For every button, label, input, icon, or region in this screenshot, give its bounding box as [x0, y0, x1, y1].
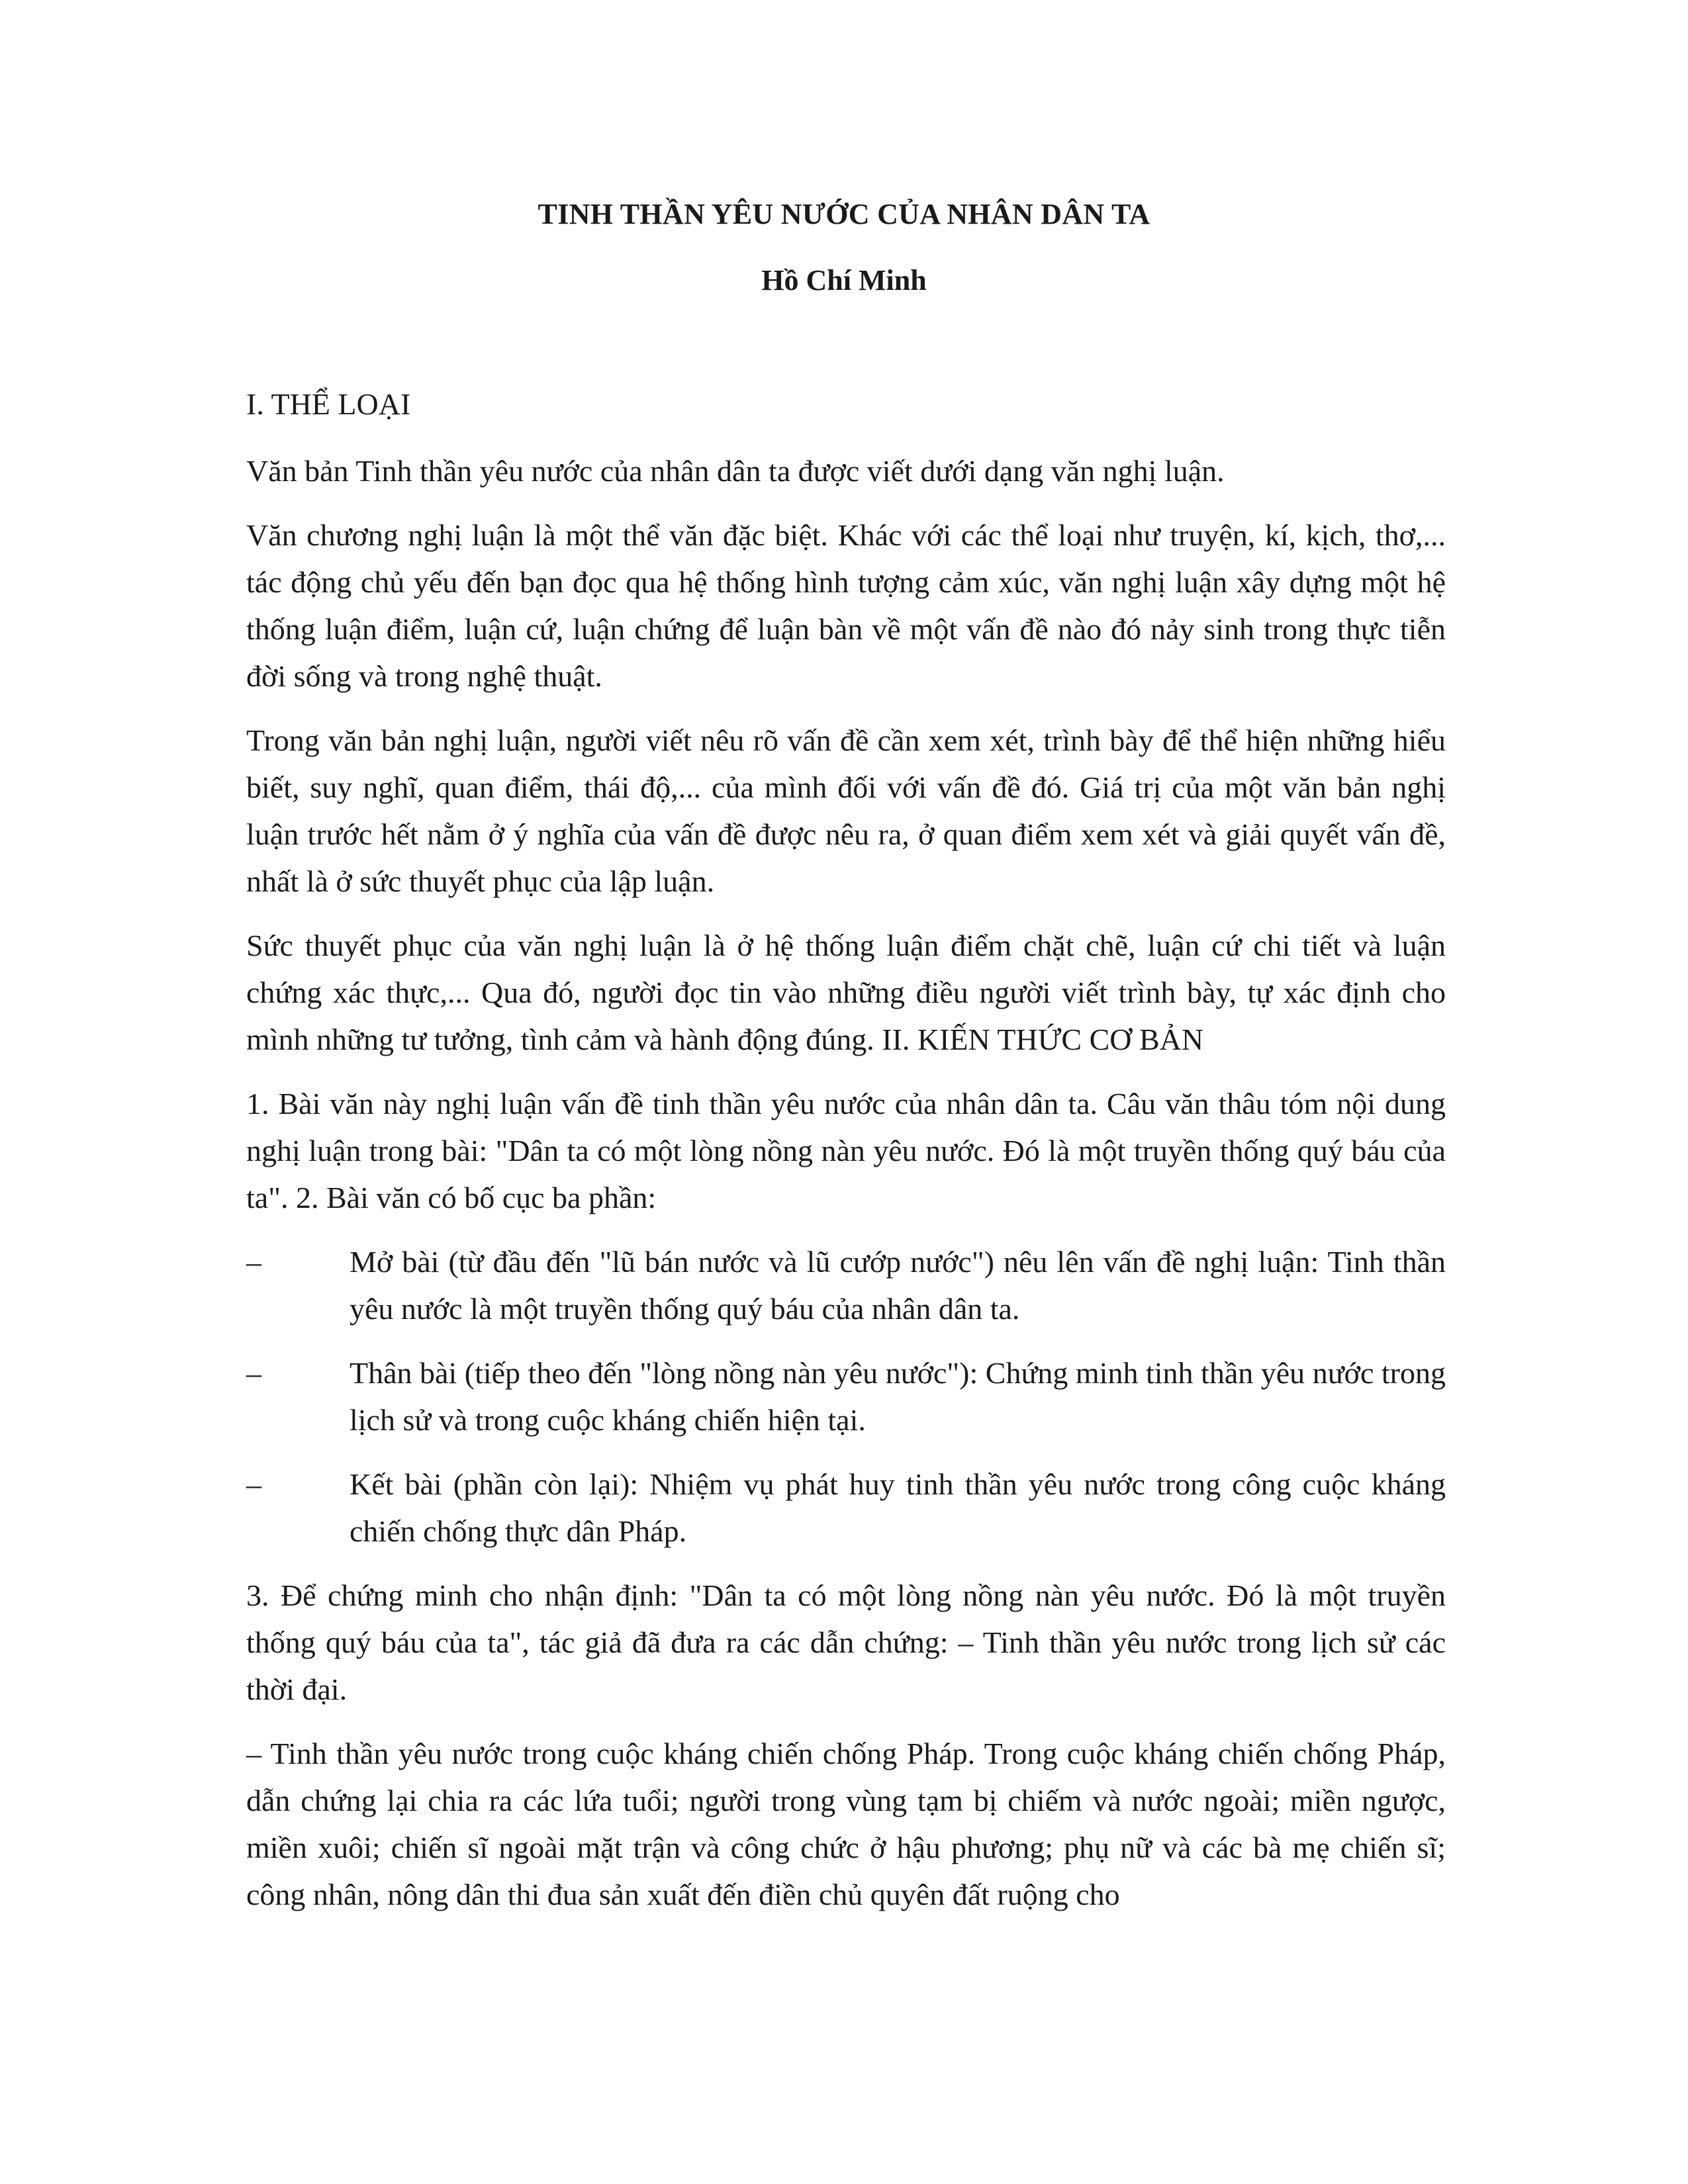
paragraph-4: Sức thuyết phục của văn nghị luận là ở hệ thống luận điểm chặt chẽ, luận cứ chi tiết và luận chứng xác thực,... Qua đó, người đọc tin vào những điều người viết trình bày, tự xác định cho mình những tư tưởng, tình cảm và hành động đúng. II. KIẾN THỨC CƠ BẢN	[246, 929, 1446, 1056]
list-item-text: Kết bài (phần còn lại): Nhiệm vụ phát huy tinh thần yêu nước trong công cuộc kháng chiến chống thực dân Pháp.	[350, 1467, 1446, 1548]
document-body	[246, 381, 1446, 1935]
paragraph-3: Trong văn bản nghị luận, người viết nêu rõ vấn đề cần xem xét, trình bày để thể hiện những hiểu biết, suy nghĩ, quan điểm, thái độ,... của mình đối với vấn đề đó. Giá trị của một văn bản nghị luận trước hết nằm ở ý nghĩa của vấn đề được nêu ra, ở quan điểm xem xét và giải quyết vấn đề, nhất là ở sức thuyết phục của lập luận.	[246, 723, 1446, 898]
section-heading-genre: I. THỂ LOẠI	[246, 387, 411, 421]
document-title: TINH THẦN YÊU NƯỚC CỦA NHÂN DÂN TA	[538, 198, 1150, 230]
dash-mark: –	[246, 1356, 261, 1390]
list-item-text: Mở bài (từ đầu đến "lũ bán nước và lũ cướp nước") nêu lên vấn đề nghị luận: Tinh thần yêu nước là một truyền thống quý báu của nhân dân ta.	[350, 1245, 1446, 1326]
list-item-body	[246, 1349, 1446, 1443]
dash-mark: –	[246, 1467, 261, 1501]
list-item-intro	[246, 1238, 1446, 1332]
paragraph-7: – Tinh thần yêu nước trong cuộc kháng chiến chống Pháp. Trong cuộc kháng chiến chống Pháp, dẫn chứng lại chia ra các lứa tuổi; người trong vùng tạm bị chiếm và nước ngoài; miền ngược, miền xuôi; chiến sĩ ngoài mặt trận và công chức ở hậu phương; phụ nữ và các bà mẹ chiến sĩ; công nhân, nông dân thi đua sản xuất đến điền chủ quyên đất ruộng cho	[246, 1737, 1446, 1911]
paragraph-5: 1. Bài văn này nghị luận vấn đề tinh thần yêu nước của nhân dân ta. Câu văn thâu tóm nội dung nghị luận trong bài: "Dân ta có một lòng nồng nàn yêu nước. Đó là một truyền thống quý báu của ta". 2. Bài văn có bố cục ba phần:	[246, 1087, 1446, 1214]
paragraph-1: Văn bản Tinh thần yêu nước của nhân dân ta được viết dưới dạng văn nghị luận.	[246, 454, 1225, 488]
list-item-conclusion	[246, 1461, 1446, 1555]
document-author: Hồ Chí Minh	[761, 264, 927, 296]
dash-mark: –	[246, 1245, 261, 1279]
paragraph-2: Văn chương nghị luận là một thể văn đặc biệt. Khác với các thể loại như truyện, kí, kịch, thơ,... tác động chủ yếu đến bạn đọc qua hệ thống hình tượng cảm xúc, văn nghị luận xây dựng một hệ thống luận điểm, luận cứ, luận chứng để luận bàn về một vấn đề nào đó nảy sinh trong thực tiễn đời sống và trong nghệ thuật.	[246, 518, 1446, 693]
list-item-text: Thân bài (tiếp theo đến "lòng nồng nàn yêu nước"): Chứng minh tinh thần yêu nước trong lịch sử và trong cuộc kháng chiến hiện tại.	[350, 1356, 1446, 1437]
paragraph-6: 3. Để chứng minh cho nhận định: "Dân ta có một lòng nồng nàn yêu nước. Đó là một truyền thống quý báu của ta", tác giả đã đưa ra các dẫn chứng: – Tinh thần yêu nước trong lịch sử các thời đại.	[246, 1578, 1446, 1706]
